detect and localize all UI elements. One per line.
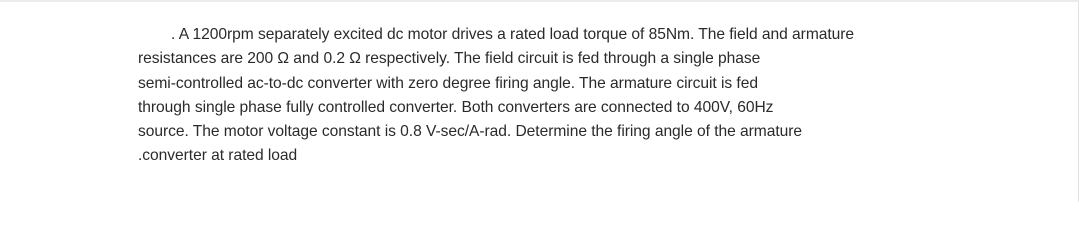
problem-line-6: .converter at rated load [138, 147, 298, 165]
problem-line-2: resistances are 200 Ω and 0.2 Ω respectively. The field circuit is fed through a single phase [138, 50, 761, 68]
top-divider [0, 0, 1079, 2]
problem-line-3: semi-controlled ac-to-dc converter with zero degree firing angle. The armature circuit is fed [138, 74, 758, 92]
problem-statement [138, 23, 1038, 169]
problem-line-4: through single phase fully controlled converter. Both converters are connected to 400V, 60Hz [138, 98, 774, 116]
problem-line-1: . A 1200rpm separately excited dc motor drives a rated load torque of 85Nm. The field and armature [171, 26, 855, 43]
problem-line-5: source. The motor voltage constant is 0.8 V-sec/A-rad. Determine the firing angle of the armature [138, 123, 802, 141]
